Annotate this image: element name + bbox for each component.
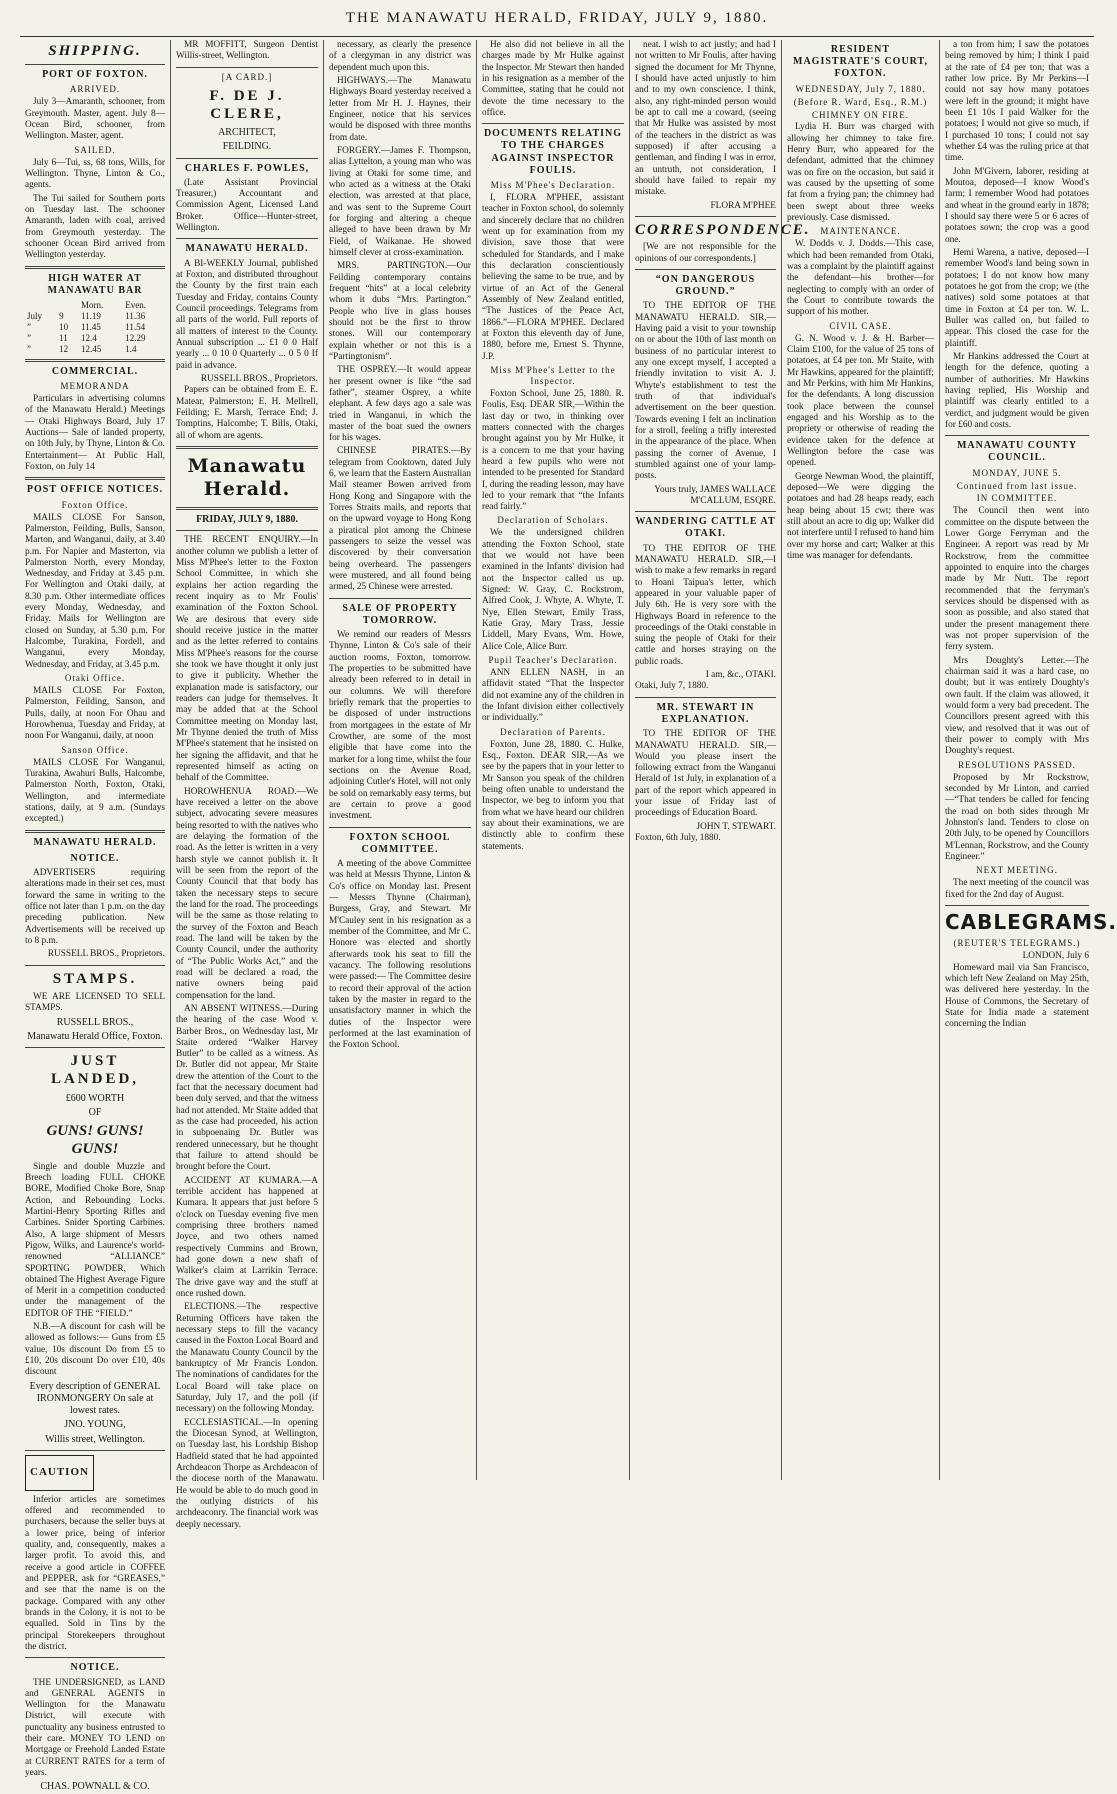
article-highways: HIGHWAYS.—The Manawatu Highways Board yesterday received a letter from Mr H. J. Haynes, their Engineer, notice that his services would be disposed with three months from date. bbox=[329, 75, 471, 143]
landed-worth: £600 WORTH bbox=[65, 1092, 125, 1104]
pupil-teacher-text: ANN ELLEN NASH, in an affidavit stated “That the Inspector did not examine any of the children in the Infant division either collectively or individually.” bbox=[482, 668, 624, 724]
article-accident-kumara: ACCIDENT AT KUMARA.—A terrible accident has happened at Kumara. It appears that just before 5 o'clock on Tuesday evening five men comprising three brothers named Joyce, and two others named respectively Cummins and Brown, had gone down a new shaft of Walker's claim at Larrikin Terrace. The drive gave way and the stuff at once rushed down. bbox=[176, 1175, 318, 1300]
divider bbox=[176, 446, 318, 449]
tide-row: ” 12 12.45 1.4 bbox=[27, 343, 137, 354]
tide-header-row: Morn. Even. bbox=[80, 300, 146, 311]
tide-row: ” 11 12.4 12.29 bbox=[27, 332, 146, 343]
column-4 bbox=[476, 40, 629, 1480]
judgment-text: Mr Hankins addressed the Court at length for the defence, quoting a number of authorities. Mr Hawkins having replied, His Worship and plaintiff was clearly entitled to a verdict, and judgment would be given for £60 and costs. bbox=[945, 351, 1089, 430]
resolutions-heading: RESOLUTIONS PASSED. bbox=[958, 759, 1076, 770]
article-forgery: FORGERY.—James F. Thompson, alias Lyttelton, a young man who was living at Otaki for some time, and who acted as a witness at the Otaki election, was arrested at that place, and was sent to the Supreme Court for forging and altering a cheque alleged to have been drawn by Mr Field, of Waikanae. He showed himself clever at cross-examination. bbox=[329, 145, 471, 258]
otaki-text: MAILS CLOSE For Foxton, Palmerston, Feilding, Sanson, and Pulls, daily, at noon For Ohau and Horowhenua, Tuesday and Friday, at noon For Wanganui, daily, at noon bbox=[25, 686, 165, 742]
divider bbox=[635, 511, 776, 512]
civil-case-text: G. N. Wood v. J. & H. Barber—Claim £100, for the value of 25 tons of potatoes, at £4 per ton. Mr Staite, with Mr Hawkins, appeared for the plaintiff; and Mr Perkins, with him Mr Hankins, for the defendants. A long discussion took place between the counsel engaged and his Worship as to the propriety or otherwise of reading the evidence taken for the defence at Wellington before the case was opened. bbox=[787, 333, 934, 469]
civil-case-heading: CIVIL CASE. bbox=[829, 320, 892, 331]
sanson-text: MAILS CLOSE For Wanganui, Turakina, Awahuri Bulls, Halcombe, Palmerston North, Foxton, Otaki, Wellington, and intermediate stations, daily, at 9 a.m. (Sundays excepted.) bbox=[25, 757, 165, 825]
article-pirates: CHINESE PIRATES.—By telegram from Cooktown, dated July 6, we learn that the Eastern Australian Mail steamer Bowen arrived from Hong Kong and Singapore with the Torres Straits mails, and reports that on the upward voyage to Hong Kong a piratical plot among the Chinese passengers to seize the vessel was discovered by their conversation being overheard. The passengers were mustered, and all found being armed, 25 Chinese were arrested. bbox=[329, 446, 471, 593]
ironmongery-text: Every description of GENERAL IRONMONGERY On sale at lowest rates. bbox=[29, 1380, 161, 1417]
memoranda-heading: MEMORANDA bbox=[60, 381, 130, 392]
stamps-text: WE ARE LICENSED TO SELL STAMPS. bbox=[25, 991, 165, 1014]
school-committee-text: A meeting of the above Committee was held at Messrs Thynne, Linton & Co's office on Monday last. Present — Messrs Thynne (Chairman), Burgess, Gray, and Stewart. Mr M'Cauley sent in his resignation as a member of the Committee, and Mr C. Honore was elected and shortly afterwards took his seat to fill the vacancy. The following resolutions were passed:— The Committee desire to record their approval of the action taken by the master in regard to the unsatisfactory manner in which the duties of the Inspector were performed at the last examination of the Foxton School. bbox=[329, 859, 471, 1051]
article-continued: neat. I wish to act justly; and had I not written to Mr Foulis, after having signed the document for Mr Thynne, I should have acted unjustly to him and to my own conscience. I think, also, any right-minded person would be apt to call me a coward, (seeing that Mr Hulke was assisted by most of the teachers in the district as was supposed) if after accusing a gentleman, and finding I was in error, an untruth, not consideration, I should have failed to repair my mistake. bbox=[635, 40, 776, 198]
commercial-heading: COMMERCIAL. bbox=[51, 365, 139, 377]
stewart-date: Foxton, 6th July, 1880. bbox=[635, 833, 721, 844]
chimney-heading: CHIMNEY ON FIRE. bbox=[812, 109, 909, 120]
notice-text: ADVERTISERS requiring alterations made in their set ces, must forward the same in writing to the office not later than 1 p.m. on the day preceding publication. New Advertisements will be received up to 8 p.m. bbox=[25, 868, 165, 946]
notice-signature: RUSSELL BROS., Proprietors. bbox=[47, 949, 165, 960]
wandering-cattle-date: Otaki, July 7, 1880. bbox=[635, 681, 709, 692]
powles-text: (Late Assistant Provincial Treasurer,) Accountant and Commission Agent, Licensed Land Broker. Office—Hunter-street, Wellington. bbox=[176, 177, 318, 234]
divider bbox=[482, 123, 624, 124]
correspondence-note: [We are not responsible for the opinions of our correspondents.] bbox=[635, 242, 776, 264]
maintenance-heading: MAINTENANCE. bbox=[820, 226, 901, 237]
article-recent-enquiry: THE RECENT ENQUIRY.—In another column we publish a letter of Miss M'Phee's letter to the Foxton School Committee, in which she explains her action regarding the recent inquiry as to Mr Foulis' examination of the Foxton School. We are desirous that every side should receive justice in the matter and as the letter referred to contains Miss M'Phee's reasons for the course she took we have thought it only just to give it publicity. Whether the explanation made is satisfactory, our readers can judge for themselves. It may be added that at the School Committee meeting on Monday last, Mr Thynne denied the truth of Miss M'Phee's statement that he insisted on her signing the affidavit, and that he represented himself as acting on behalf of the Committee. bbox=[176, 535, 318, 784]
council-text: The Council then went into committee on the dispute between the Lower Gorge Ferryman and the Engineer. A report was read by Mr Rockstrow, from the committee appointed to enquire into the charges made by Mr Nutt. The report recommended that the ferryman's services should be dispensed with as soon as possible, and also stated that under the present management there was not proper supervision of the ferry system. bbox=[945, 506, 1089, 653]
divider bbox=[176, 67, 318, 68]
sailed-label: SAILED. bbox=[74, 144, 116, 155]
cablegrams-dateline: LONDON, July 6 bbox=[1022, 951, 1089, 962]
testimony-mgivern: John M'Givern, laborer, residing at Moutoa, deposed—I know Wood's farm; I remember Wood had potatoes and wheat in the ground early in 1878; I should say there were 5 or 6 acres of potatoes sown; the crop was a good one. bbox=[945, 166, 1089, 245]
tide-row: July 9 11.19 11.36 bbox=[27, 311, 146, 322]
letter-heading: Miss M'Phee's Letter to the Inspector. bbox=[490, 364, 616, 386]
scholars-text: We the undersigned children attending the Foxton School, state that we would not have been examined in the Infants' division had not the Inspector called us up. Signed: W. Gray, C. Rockstrom, Alfred Cook, J. Whyte, A. Whyte, T. Nye, Ellen Stewart, Emily Trass, Katie Gray, Mary Trass, Jessie Liddell, Mary Evans, Wm. Howe, Alice Cole, Alice Burr. bbox=[482, 528, 624, 652]
chimney-text: Lydia H. Burr was charged with allowing her chimney to take fire. Henry Burr, who appeared for the defendant, admitted that the chimney was on fire on the occasion, but said it was caused by the upsetting of some fat from a frying pan; the chimney had been swept about three weeks previously. Case dismissed. bbox=[787, 122, 934, 224]
column-3 bbox=[323, 40, 476, 1480]
maintenance-text: W. Dodds v. J. Dodds.—This case, which had been remanded from Otaki, was a complaint by the plaintiff against the defendant—his brother—for neglecting to comply with an order of the Court to contribute towards the support of his mother. bbox=[787, 239, 934, 318]
column-6 bbox=[781, 40, 939, 1480]
divider bbox=[176, 530, 318, 531]
young-address: Willis street, Wellington. bbox=[45, 1433, 145, 1445]
sanson-subheading: Sanson Office. bbox=[61, 744, 129, 755]
masthead-rule bbox=[20, 36, 1094, 37]
moffitt-ad: MR MOFFITT, Surgeon Dentist Willis-street, Wellington. bbox=[176, 40, 318, 62]
stewart-heading: MR. STEWART IN EXPLANATION. bbox=[656, 701, 755, 725]
cablegrams-heading: CABLEGRAMS. bbox=[945, 909, 1117, 934]
herald-box-agents: Papers can be obtained from E. E. Matear, Palmerston; E. H. Mellrell, Feilding; E. Marsh, Terrace End; J. Tomptins, Halcombe; T. Bills, Otaki, all of whom are agents. bbox=[176, 385, 318, 441]
declaration-heading: Miss M'Phee's Declaration. bbox=[490, 180, 616, 191]
wandering-cattle-text: TO THE EDITOR OF THE MANAWATU HERALD. SIR,—I wish to make a few remarks in regard to Hoani Taipua's letter, which appeared in your valuable paper of July 6th. He is very sore with the Highways Board in reference to the proceedings of the Otaki constable in suing the people of Otaki for their cattle and horses straying on the public roads. bbox=[635, 543, 776, 667]
clere-heading: F. DE J. CLERE, bbox=[209, 87, 285, 122]
divider bbox=[25, 1450, 165, 1451]
caution-label: CAUTION bbox=[25, 1455, 94, 1491]
issue-date: FRIDAY, JULY 9, 1880. bbox=[196, 514, 298, 526]
clere-role: ARCHITECT, bbox=[218, 127, 276, 139]
parents-text: Foxton, June 28, 1880. C. Hulke, Esq., Foxton. DEAR SIR,—As we see by the papers that in your letter to Mr Sanson you speak of the children being often unable to understand the Inspector, we beg to inform you that from what we have heard our children say about their examinations, we are distinctly able to confirm these statements. bbox=[482, 739, 624, 852]
divider bbox=[25, 477, 165, 480]
caution-ad bbox=[25, 1455, 165, 1491]
divider bbox=[176, 158, 318, 159]
memoranda-text: Particulars in advertising columns of the Manawatu Herald.) Meetings— Otaki Highways Board, July 17 Auctions— Sale of landed property, on 10th July, by Thyne, Linton & Co. Entertainment— At Public Hall, Foxton, on July 14 bbox=[25, 394, 165, 473]
divider bbox=[176, 507, 318, 510]
school-committee-heading: FOXTON SCHOOL COMMITTEE. bbox=[349, 831, 451, 855]
divider bbox=[25, 64, 165, 65]
wandering-cattle-signature: I am, &c., OTAKI. bbox=[705, 670, 776, 681]
arrived-text: July 3—Amaranth, schooner, from Greymouth. Master, agent. July 8—Ocean Bird, schooner, from Wellington. Master, agent. bbox=[25, 97, 165, 142]
notice2-heading: NOTICE. bbox=[70, 1662, 120, 1674]
divider bbox=[635, 216, 776, 217]
civil-case-text-2: George Newman Wood, the plaintiff, deposed—We were digging the potatoes and had 28 heaps ready, each heap being about 15 cwt; there was still about an acre to dig up; Walker did not interfere until I refused to hand him over my horse and cart; Walker at this time was manager for defendants. bbox=[787, 471, 934, 561]
landed-of: OF bbox=[88, 1106, 102, 1118]
next-meeting-text: The next meeting of the council was fixed for the 2nd day of August. bbox=[945, 878, 1089, 900]
divider bbox=[329, 598, 471, 599]
next-meeting-heading: NEXT MEETING. bbox=[976, 865, 1058, 876]
article-partington: MRS. PARTINGTON.—Our Feilding contemporary contains frequent “hits” at a local celebrity whom it dubs “Mrs. Partington.” People who live in glass houses should not be the first to throw stones. Will our contemporary explain whether or not this is a “Partingtonism”. bbox=[329, 261, 471, 362]
divider bbox=[25, 1657, 165, 1658]
column-2 bbox=[170, 40, 323, 1530]
herald-heading: MANAWATU HERALD. bbox=[33, 836, 157, 848]
newspaper-title-text: Manawatu Herald. bbox=[187, 454, 307, 501]
divider bbox=[25, 1047, 165, 1048]
cablegrams-text: Homeward mail via San Francisco, which left New Zealand on May 25th, was delivered here yesterday. In the House of Commons, the Secretary of State for India made a statement concerning the Indian bbox=[945, 962, 1089, 1030]
article-osprey: THE OSPREY.—It would appear her present owner is like “the sad father”, steamer Osprey, a white elephant. A few days ago a sale was tried in Wanganui, in which the master of the boat sued the owners for his wages. bbox=[329, 365, 471, 444]
tide-heading: HIGH WATER AT MANAWATU BAR bbox=[47, 272, 143, 296]
article-ecclesiastical: ECCLESIASTICAL.—In opening the Diocesan Synod, at Wellington, on Tuesday last, his Lordship Bishop Hadfield stated that he had appointed Archdeacon Thorpe as Archdeacon of the diocese north of the Manawatu. He would be able to do much good in the outlying districts of his archdeaconry. The financial work was deeply necessary. bbox=[176, 1417, 318, 1530]
council-date: MONDAY, JUNE 5. bbox=[972, 467, 1062, 478]
scholars-heading: Declaration of Scholars. bbox=[497, 515, 609, 526]
court-heading: RESIDENT MAGISTRATE'S COURT, FOXTON. bbox=[793, 44, 928, 80]
council-text-2: Mrs Doughty's Letter.—The chairman said it was a hard case, no doubt; but it was entirely Doughty's own fault. If the claim was allowed, it would form a very bad precedent. The Councillors present agreed with this view, and resolved that it was out of their power to comply with Mrs Doughty's request. bbox=[945, 655, 1089, 757]
sailed-text: July 6—Tui, ss, 68 tons, Wills, for Wellington. Thyne, Linton & Co., agents. bbox=[25, 157, 165, 191]
cablegrams-subheading: (REUTER'S TELEGRAMS.) bbox=[953, 938, 1081, 949]
divider bbox=[945, 905, 1089, 906]
young-signature: JNO. YOUNG, bbox=[64, 1419, 126, 1431]
card-label: [A CARD.] bbox=[221, 71, 273, 82]
column-7 bbox=[939, 40, 1117, 1480]
testimony-warena: Hemi Warena, a native, deposed—I remember Wood's land being sown in potatoes; I do not know how many potatoes he got from the crop; we (the natives) sold some potatoes at that time in Foxton at £4 per ton. W. L. Buller was called on, but failed to appear. This closed the case for the plaintiff. bbox=[945, 247, 1089, 349]
signature: FLORA M'PHEE bbox=[710, 200, 776, 211]
notice2-signature: CHAS. POWNALL & CO. bbox=[40, 1781, 150, 1793]
shipping-heading: SHIPPING. bbox=[48, 43, 142, 59]
sale-text: We remind our readers of Messrs Thynne, Linton & Co's sale of their auction rooms, Foxton, tomorrow. The properties to be submitted have already been referred to in detail in our columns. We will therefore briefly remark that the properties to be disposed of under instructions from mortgagees in the estate of Mr Crowther, are some of the most eligible that have come into the market for a long time, whilst the four sections on the Avenue Road, adjoining Cutler's Hotel, will not only be sold on remarkably easy terms, but are certain to prove a good investment. bbox=[329, 630, 471, 822]
divider bbox=[25, 965, 165, 966]
shipping-notes: The Tui sailed for Southern ports on Tuesday last. The schooner Amaranth, laden with coal, arrived from Greymouth yesterday. The schooner Ocean Bird arrived from Wellington yesterday. bbox=[25, 193, 165, 261]
tide-row: ” 10 11.45 11.54 bbox=[27, 322, 146, 332]
in-committee-heading: IN COMMITTEE. bbox=[976, 493, 1058, 504]
guns-text: Single and double Muzzle and Breech loading FULL CHOKE BORE, Modified Choke Bore, Snap Action, and Rebounding Locks. Martini-Henry Sporting Rifles and Carbines. Snider Sporting Carbines. Also, A large shipment of Messrs Pigow, Wilks, and Laurence's world-renowned “ALLIANCE” SPORTING POWDER, Which obtained The Highest Average Figure of Merit in a competition conducted under the management of the EDITOR OF THE “FIELD.” bbox=[25, 1161, 165, 1319]
documents-heading: DOCUMENTS RELATING TO THE CHARGES AGAINST INSPECTOR FOULIS. bbox=[483, 128, 623, 176]
post-office-text: MAILS CLOSE For Sanson, Palmerston, Feilding, Bulls, Sanson, Marton, and Wanganui, daily, at 3.40 p.m. For Napier and Masterton, via Palmerston North, every Monday, Wednesday, and Friday at 3.45 p.m. For Wellington and Otaki daily, at 8.30 p.m. Other intermediate offices every Monday, Wednesday, and Friday. Mails for Wellington are closed on Sunday, at 5.30 p.m. For Halcombe, Turakina, Fordell, and Wanganui, every Monday, Wednesday, and Friday, at 3.45 p.m. bbox=[25, 512, 165, 670]
post-office-subheading: Foxton Office. bbox=[61, 499, 129, 510]
divider bbox=[329, 827, 471, 828]
tide-table bbox=[25, 300, 165, 355]
divider bbox=[945, 435, 1089, 436]
article-elections: ELECTIONS.—The respective Returning Officers have taken the necessary steps to fill the vacancy caused in the Foxton Local Board and the Manawatu County Council by the bankruptcy of Mr Francis London. The nominations of candidates for the Local Board will take place on Saturday, July 17, and the poll (if necessary) on the following Monday. bbox=[176, 1302, 318, 1415]
court-date: WEDNESDAY, July 7, 1880. bbox=[795, 83, 926, 94]
divider bbox=[635, 269, 776, 270]
stamps-address: Manawatu Herald Office, Foxton. bbox=[27, 1030, 163, 1042]
column-5 bbox=[629, 40, 811, 1480]
sale-heading: SALE OF PROPERTY TOMORROW. bbox=[342, 602, 458, 626]
letter-text: Foxton School, June 25, 1880. R. Foulis, Esq. DEAR SIR,—Within the last day or two, in thinking over matters connected with the charges brought against you by Mr Hulke, it is a concern to me that your having heard a few pupils who were not intended to be presented for Standard I, during the reading lesson, may have led to your remark that “the Infants read fairly.” bbox=[482, 388, 624, 513]
herald-box-heading: MANAWATU HERALD. bbox=[185, 243, 309, 255]
dangerous-ground-signature: Yours truly, JAMES WALLACE M'CALLUM, ESQRE. bbox=[654, 484, 776, 506]
guns-heading: GUNS! GUNS! GUNS! bbox=[46, 1122, 144, 1158]
notice2-text: THE UNDERSIGNED, as LAND and GENERAL AGENTS in Wellington for the Manawatu District, will execute with punctuality any business entrusted to their care. MONEY TO LEND on Mortgage or Freehold Landed Estate at CURRENT RATES for a term of years. bbox=[25, 1677, 165, 1779]
divider bbox=[25, 359, 165, 362]
powles-heading: CHARLES F. POWLES, bbox=[184, 162, 310, 174]
correspondence-heading: CORRESPONDENCE. bbox=[635, 221, 811, 238]
post-office-heading: POST OFFICE NOTICES. bbox=[26, 484, 164, 496]
port-heading: PORT OF FOXTON. bbox=[42, 69, 148, 81]
divider bbox=[25, 266, 165, 269]
herald-box-signature: RUSSELL BROS., Proprietors. bbox=[200, 373, 318, 384]
divider bbox=[25, 830, 165, 833]
column-1 bbox=[20, 40, 170, 1793]
masthead bbox=[0, 0, 1114, 36]
declaration-text: I, FLORA M'PHEE, assistant teacher in Foxton school, do solemnly and sincerely declare that no children went up for examination from my division, save those that were scheduled for Standards, and I make this declaration conscientiously believing the same to be true, and by virtue of an Act of the General Assembly of New Zealand entitled, “The Justices of the Peace Act, 1866.”—FLORA M'PHEE. Declared at Foxton this eleventh day of June, 1880, before me, Ernest S. Thynne, J.P. bbox=[482, 193, 625, 362]
parents-heading: Declaration of Parents. bbox=[500, 726, 606, 737]
guns-discount: N.B.—A discount for cash will be allowed as follows:— Guns from £5 value, 10s discount Do from £5 to £10, 20s discount Do over £10, 40s discount bbox=[25, 1322, 165, 1378]
stamps-signature: RUSSELL BROS., bbox=[56, 1016, 134, 1028]
dangerous-ground-heading: “ON DANGEROUS GROUND.” bbox=[655, 273, 756, 298]
article-horowhenua-road: HOROWHENUA ROAD.—We have received a letter on the above subject, advocating severe measures being resorted to with the natives who are delaying the formation of the road. As the letter is written in a very harsh style we cannot publish it. It will be seen from the report of the County Council that that body has taken the necessary steps to secure the land for the road. The proceedings will be the same as those relating to the survey of the Foxton and Beach road. The land will be taken by the County Council, under the authority of “The Public Works Act,” and the road will be declared a road, the native owners being paid compensation for the land. bbox=[176, 786, 319, 1001]
resolutions-text: Proposed by Mr Rockstrow, seconded by Mr Linton, and carried—“That tenders be called for fencing the road on both sides through Mr Johnston's land. Tenders to close on 20th July, to be opened by Councillors M'Lennan, Rockstrow, and the County Engineer.” bbox=[945, 772, 1089, 862]
court-before: (Before R. Ward, Esq., R.M.) bbox=[793, 96, 928, 107]
article-continued: a ton from him; I saw the potatoes being removed by him; I think I paid at the rate of £4 per ton; that was a rather low price. By Mr Perkins—I could not say how many potatoes were left in the ground; it might have been £1 10s I paid Walker for the potatoes; I would not give so much, if I purchased 10 tons; I could not say whether £4 was the ruling price at that time. bbox=[945, 40, 1089, 164]
article-continued: necessary, as clearly the presence of a clergyman in any district was dependent much upon this. bbox=[329, 40, 471, 73]
pupil-teacher-heading: Pupil Teacher's Declaration. bbox=[488, 655, 618, 666]
newspaper-title bbox=[176, 455, 318, 501]
article-absent-witness: AN ABSENT WITNESS.—During the hearing of the case Wood v. Barber Bros., on Wednesday last, Mr Staite ordered “Walker Harvey Butler” to be called as a witness. As Dr. Butler did not appear, Mr Staite drew the attention of the Court to the fact that the necessary document had been duly served, and that the witness had not attended. Mr Staite added that as the case had proceeded, his action in subpoenaing Dr. Butler was rendered unnecessary, but he thought that failure to attend should be brought before the Court. bbox=[176, 1003, 318, 1173]
just-landed-heading: JUST LANDED, bbox=[50, 1052, 140, 1088]
council-heading: MANAWATU COUNTY COUNCIL. bbox=[956, 440, 1078, 464]
article-continued: He also did not believe in all the charges made by Mr Hulke against the Inspector. Mr Stewart then handed in his resignation as a member of the Committee, stating that he could not devote the time necessary to the office. bbox=[482, 40, 624, 118]
otaki-subheading: Otaki Office. bbox=[64, 673, 126, 684]
stewart-text: TO THE EDITOR OF THE MANAWATU HERALD. SIR,—Would you please insert the following extract from the Wanganui Herald of 1st July, in explanation of a part of the report which appeared in your issue of Friday last of proceedings of Education Board. bbox=[635, 729, 776, 819]
masthead-title: THE MANAWATU HERALD, FRIDAY, JULY 9, 1880. bbox=[345, 9, 769, 26]
divider bbox=[635, 697, 776, 698]
wandering-cattle-heading: WANDERING CATTLE AT OTAKI. bbox=[635, 516, 776, 540]
stewart-signature: JOHN T. STEWART. bbox=[696, 821, 776, 832]
clere-place: FEILDING. bbox=[222, 141, 272, 153]
herald-box-text: A BI-WEEKLY Journal, published at Foxton, and distributed throughout the County by the first train each Tuesday and Friday, contains County Council proceedings. Telegrams from all parts of the world. Full reports of all matters of interest to the County. Annual subscription ... £1 0 0 Half yearly ... 0 10 0 Quarterly ... 0 5 0 If paid in advance. bbox=[176, 258, 318, 371]
dangerous-ground-text: TO THE EDITOR OF THE MANAWATU HERALD. SIR,—Having paid a visit to your township on or about the 10th of last month on business of no particular interest to any one except myself, I accepted a friendly invitation to visit A. J. Whyte's establishment to test the truth of that individual's advertisement on the beer question. Towards evening I felt an inclination for a stroll, feeling a trifly interested in the appearance of the place. When passing the corner of Avenue, I stumbled against one of your lamp-posts. bbox=[635, 301, 776, 482]
notice-heading: NOTICE. bbox=[70, 852, 120, 864]
council-continued: Continued from last issue. bbox=[956, 480, 1078, 491]
divider bbox=[176, 238, 318, 239]
caution-text: Inferior articles are sometimes offered and recommended to purchasers, because the seller buys at a lower price, being of inferior quality, and, consequently, makes a larger profit. To avoid this, and receive a good article in COFFEE and PEPPER, ask for “GREASES,” and see that the name is on the package. Compared with any other brands in the Colony, it is not to be equalled. Sold in Tins by the principal Storekeepers throughout the district. bbox=[25, 1494, 165, 1652]
stamps-heading: STAMPS. bbox=[52, 970, 138, 987]
arrived-label: ARRIVED. bbox=[69, 84, 121, 95]
